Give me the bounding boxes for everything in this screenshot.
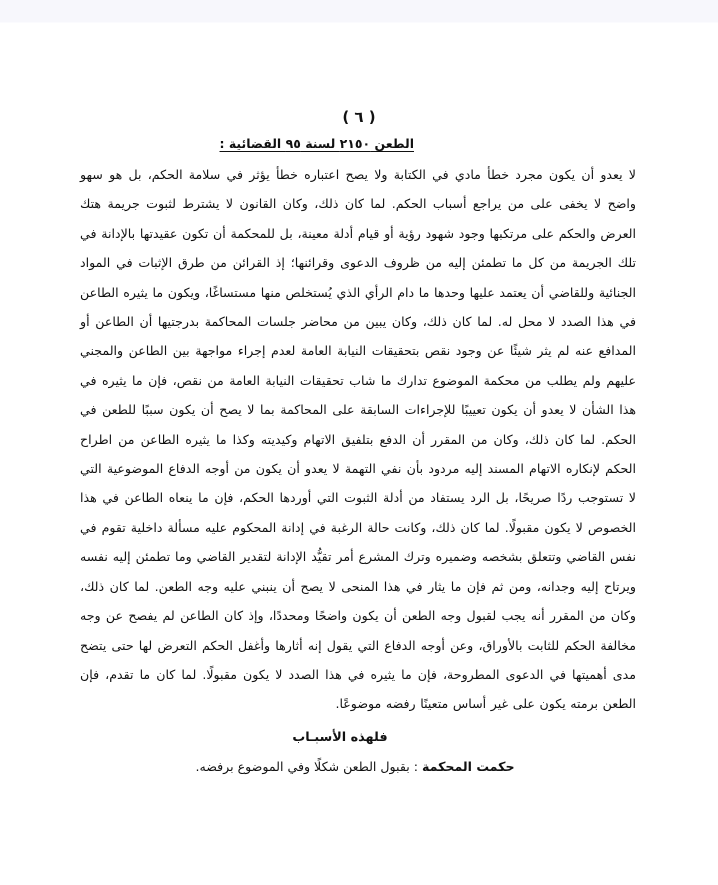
ruling-line [80,754,636,780]
case-heading: الطعن ٢١٥٠ لسنة ٩٥ القضائية : [219,136,414,151]
ruling-title: فلهذه الأسبـاب [292,729,388,745]
page-number: ( ٦ ) [342,108,376,126]
ruling-court-label: حكمت المحكمة [422,758,515,774]
document-content [80,136,636,780]
ruling-text: : بقبول الطعن شكلًا وفي الموضوع برفضه. [195,758,422,774]
body-paragraph: لا يعدو أن يكون مجرد خطأ مادي في الكتابة ولا يصح اعتباره خطأ يؤثر في سلامة الحكم، بل هو سهو واضح لا يخفى على من يراجع أسباب الحكم. لما كان ذلك، وكان القانون لا يشترط لثبوت جريمة هتك العرض والحكم على مرتكبها وجود شهود رؤية أو قيام أدلة معينة، بل للمحكمة أن تكون عقيدتها بالإدانة في تلك الجريمة من كل ما تطمئن إليه من ظروف الدعوى وقرائنها؛ إذ القرائن من طرق الإثبات في المواد الجنائية وللقاضي أن يعتمد عليها وحدها ما دام الرأي الذي يُستخلص منها مستساغًا، ويكون ما يثيره الطاعن في هذا الصدد لا محل له. لما كان ذلك، وكان يبين من محاضر جلسات المحاكمة بدرجتيها أن الطاعن أو المدافع عنه لم يثر شيئًا عن وجود نقص بتحقيقات النيابة العامة لعدم إجراء مواجهة بين الطاعن والمجني عليهم ولم يطلب من محكمة الموضوع تدارك ما شاب تحقيقات النيابة العامة من نقص، فإن ما يثيره في هذا الشأن لا يعدو أن يكون تعييبًا للإجراءات السابقة على المحاكمة بما لا يصح أن يكون سببًا للطعن في الحكم. لما كان ذلك، وكان من المقرر أن الدفع بتلفيق الاتهام وكيديته وكذا ما يثيره الطاعن من اطراح الحكم لإنكاره الاتهام المسند إليه مردود بأن نفي التهمة لا يعدو أن يكون من أوجه الدفاع الموضوعية التي لا تستوجب ردًا صريحًا، بل الرد يستفاد من أدلة الثبوت التي أوردها الحكم، فإن ما ينعاه الطاعن في هذا الخصوص لا يكون مقبولًا. لما كان ذلك، وكانت حالة الرغبة في إدانة المحكوم عليه مسألة داخلية تقوم في نفس القاضي وتتعلق بشخصه وضميره وترك المشرع أمر تقيُّد الإدانة لتقدير القاضي وما تطمئن إليه نفسه ويرتاح إليه وجدانه، ومن ثم فإن ما يثار في هذا المنحى لا يصح أن ينبني عليه وجه الطعن. لما كان ذلك، وكان من المقرر أنه يجب لقبول وجه الطعن أن يكون واضحًا ومحددًا، وإذ كان الطاعن لم يفصح عن وجه مخالفة الحكم للثابت بالأوراق، وعن أوجه الدفاع التي يقول إنه أثارها وأغفل الحكم التعرض لها حتى يتضح مدى أهميتها في الدعوى المطروحة، فإن ما يثيره في هذا الصدد لا يكون مقبولًا. لما كان ما تقدم، فإن الطعن برمته يكون على غير أساس متعينًا رفضه موضوعًا. [80,167,636,712]
